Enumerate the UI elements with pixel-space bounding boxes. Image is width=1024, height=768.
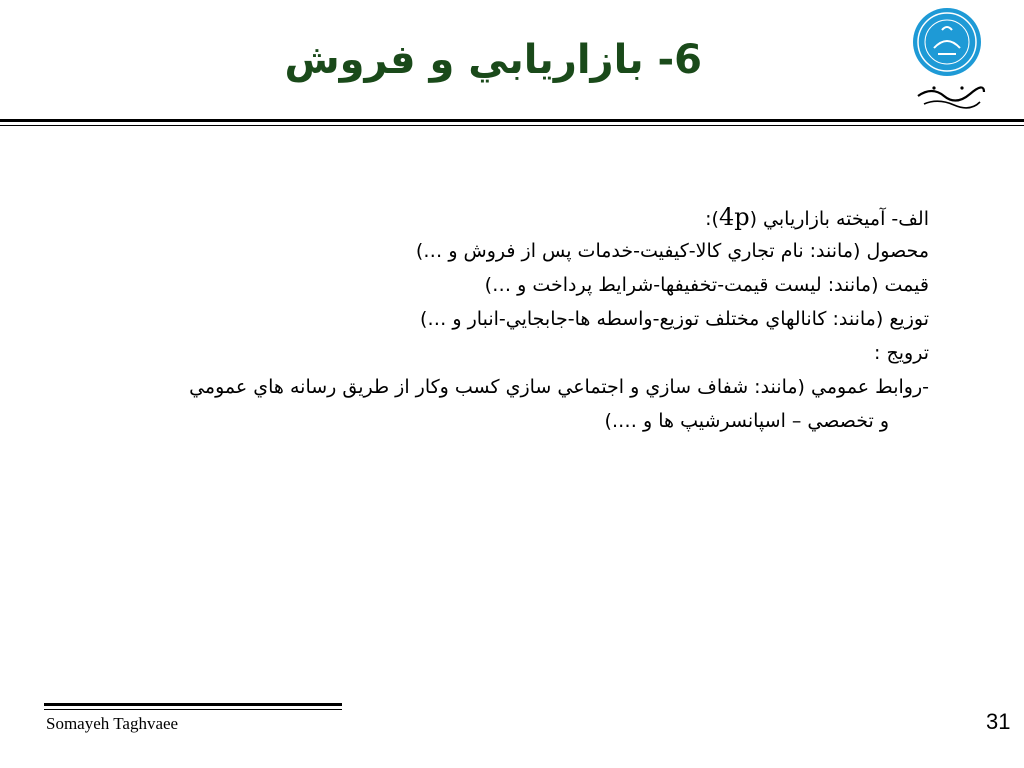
marketing-mix-suffix: ): xyxy=(705,208,719,230)
header-divider-thin xyxy=(0,125,1024,126)
marketing-mix-prefix: الف- آميخته بازاريابي ( xyxy=(749,208,929,230)
university-logo xyxy=(904,4,990,114)
product-line: محصول (مانند: نام تجاري كالا-كيفيت-خدمات پس از فروش و …) xyxy=(415,240,929,262)
public-relations-line-2: و تخصصي – اسپانسرشيپ ها و ….) xyxy=(604,410,889,432)
slide-title: 6- بازاريابي و فروش xyxy=(284,37,702,83)
price-line: قيمت (مانند: ليست قيمت-تخفيفها-شرايط پرداخت و …) xyxy=(484,274,929,296)
marketing-mix-4p: 4p xyxy=(718,203,750,231)
footer-divider-thick xyxy=(44,703,342,706)
footer-author: Somayeh Taghvaee xyxy=(46,714,179,733)
slide-body xyxy=(49,200,929,438)
promotion-line: ترويج : xyxy=(874,342,929,364)
public-relations-line-1: -روابط عمومي (مانند: شفاف سازي و اجتماعي سازي كسب وكار از طريق رسانه هاي عمومي xyxy=(189,376,929,398)
distribution-line: توزيع (مانند: كانالهاي مختلف توزيع-واسطه ها-جابجايي-انبار و …) xyxy=(419,308,929,330)
footer-divider-thin xyxy=(44,709,342,710)
marketing-mix-heading xyxy=(49,200,929,234)
header-divider-thick xyxy=(0,119,1024,122)
page-number: 31 xyxy=(986,709,1011,734)
